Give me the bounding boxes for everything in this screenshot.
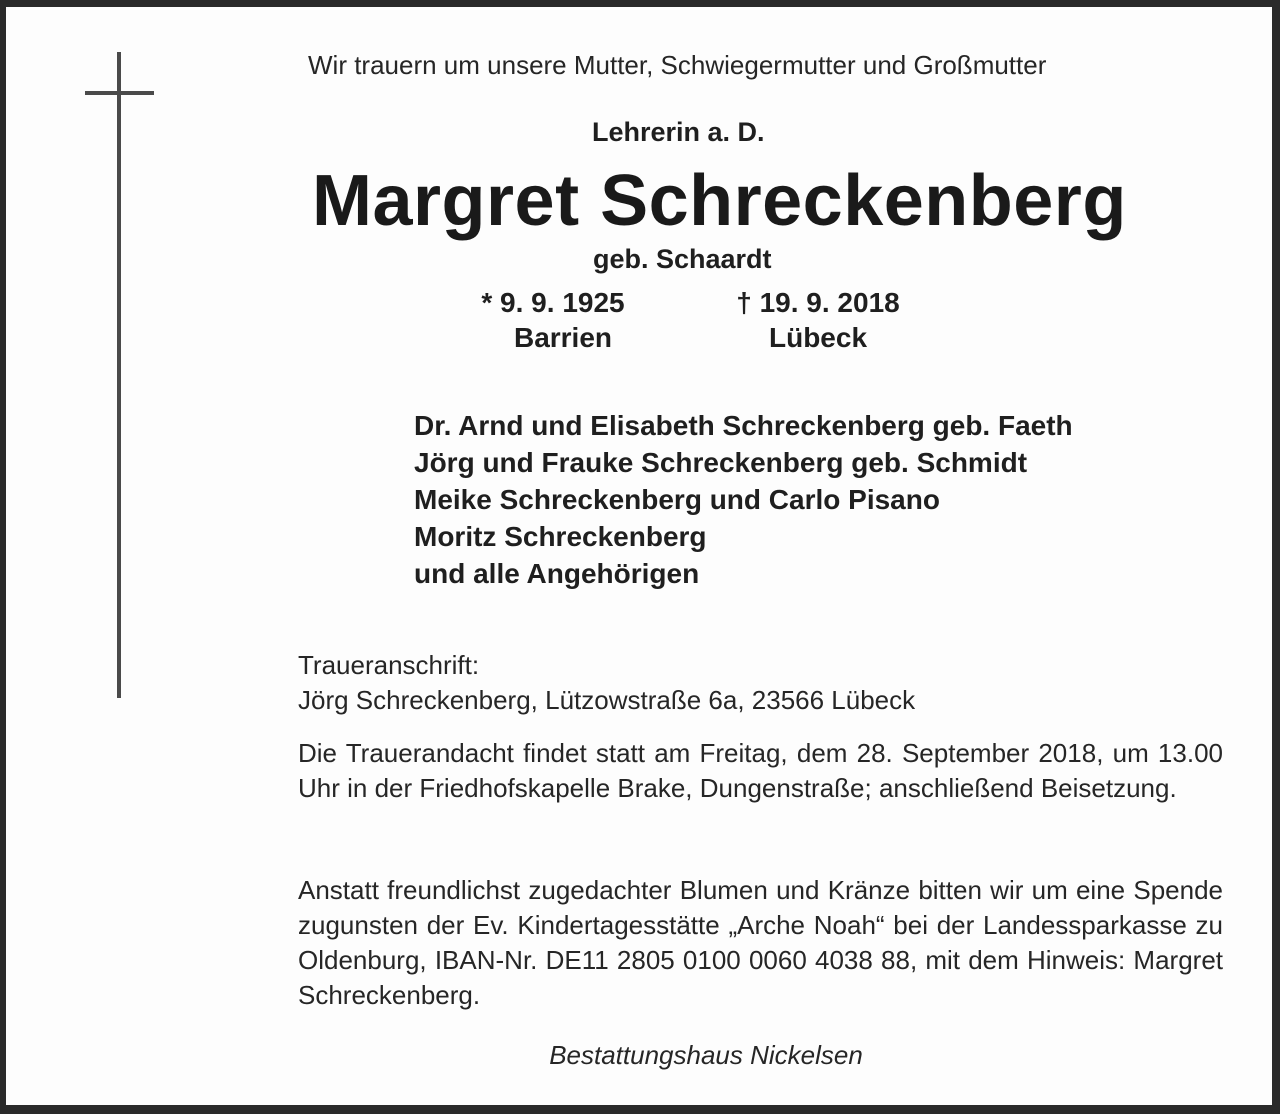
cross-horizontal-bar <box>85 91 154 95</box>
mourner-line: und alle Angehörigen <box>414 558 700 589</box>
death-place: Lübeck <box>768 322 868 353</box>
intro-line: Wir trauern um unsere Mutter, Schwiegermutter und Großmutter <box>308 50 1047 80</box>
death-date: † 19. 9. 2018 <box>736 287 900 318</box>
cross-vertical-bar <box>117 52 121 698</box>
service-paragraph: Die Trauerandacht findet statt am Freitag, dem 28. September 2018, um 13.00 Uhr in der Friedhofskapelle Brake, Dungenstraße; anschließend Beisetzung. <box>298 738 1223 803</box>
address-label: Traueranschrift: <box>298 650 480 680</box>
birth-place: Barrien <box>513 322 613 353</box>
donation-paragraph: Anstatt freundlichst zugedachter Blumen und Kränze bitten wir um eine Spende zugunsten der Ev. Kindertagesstätte „Arche Noah“ bei der Landessparkasse zu Oldenburg, IBAN-Nr. DE11 2805 0100 0060 4038 88, mit dem Hinweis: Margret Schreckenberg. <box>298 875 1223 1010</box>
mourner-line: Jörg und Frauke Schreckenberg geb. Schmidt <box>414 447 1028 478</box>
funeral-home: Bestattungshaus Nickelsen <box>549 1040 863 1070</box>
mourners-list <box>414 407 1073 592</box>
address-line: Jörg Schreckenberg, Lützowstraße 6a, 23566 Lübeck <box>298 685 916 715</box>
birth-date: * 9. 9. 1925 <box>481 287 625 318</box>
mourner-line: Dr. Arnd und Elisabeth Schreckenberg geb. Faeth <box>414 410 1073 441</box>
mourning-address <box>298 648 1223 718</box>
mourner-line: Meike Schreckenberg und Carlo Pisano <box>414 484 940 515</box>
mourner-line: Moritz Schreckenberg <box>414 521 707 552</box>
birth-name: geb. Schaardt <box>593 244 772 274</box>
profession: Lehrerin a. D. <box>592 117 765 147</box>
deceased-name: Margret Schreckenberg <box>312 161 1127 241</box>
